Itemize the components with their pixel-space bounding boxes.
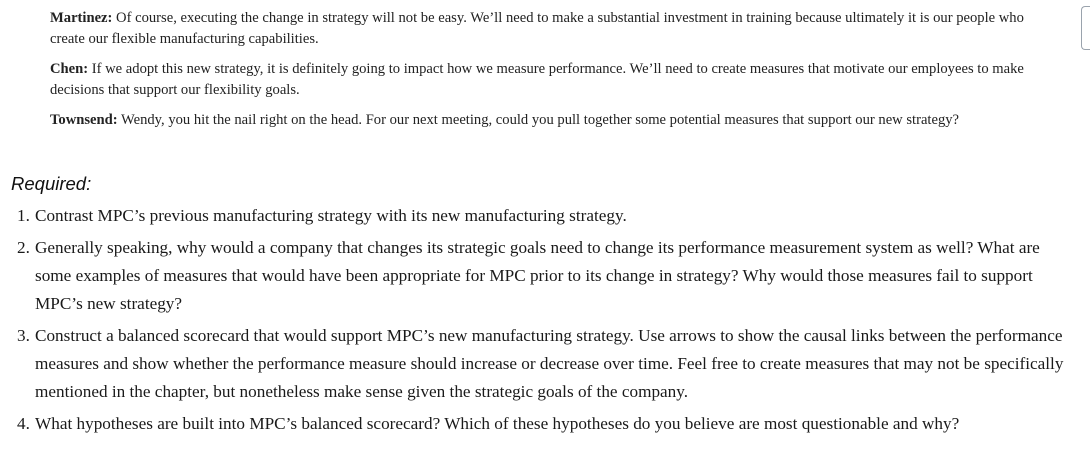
question-item — [17, 234, 1077, 318]
question-text: Construct a balanced scorecard that would support MPC’s new manufacturing strategy. Use arrows to show the causal links between the performance measures and show whether the performance measure should increase or decrease over time. Feel free to create measures that may not be specifically mentioned in the chapter, but nonetheless make sense given the strategic goals of the company. — [35, 326, 1064, 401]
question-list — [17, 202, 1077, 442]
question-text: Contrast MPC’s previous manufacturing strategy with its new manufacturing strategy. — [35, 206, 627, 225]
question-item — [17, 410, 1077, 438]
dialogue-text: Wendy, you hit the nail right on the head. For our next meeting, could you pull together some potential measures that support our new strategy? — [117, 112, 960, 128]
question-number: 1. — [17, 206, 30, 225]
question-item — [17, 202, 1077, 230]
question-text: Generally speaking, why would a company that changes its strategic goals need to change its performance measurement system as well? What are some examples of measures that would have been appropriate for MPC prior to its change in strategy? Why would those measures fail to support MPC’s new strategy? — [35, 238, 1040, 313]
dialogue-text: Of course, executing the change in strategy will not be easy. We’ll need to make a substantial investment in training because ultimately it is our people who create our flexible manufacturing capabilities. — [50, 10, 1024, 47]
question-number: 3. — [17, 326, 30, 345]
speaker-name: Chen: — [50, 61, 89, 77]
speaker-name: Townsend: — [50, 112, 118, 128]
dialogue-text: If we adopt this new strategy, it is definitely going to impact how we measure performance. We’ll need to create measures that motivate our employees to make decisions that support our flexibility goals. — [50, 61, 1024, 98]
required-heading: Required: — [11, 173, 92, 194]
dialogue-chen — [50, 59, 1050, 101]
question-item — [17, 322, 1077, 406]
question-number: 2. — [17, 238, 30, 257]
dialogue-townsend — [50, 110, 1050, 131]
question-number: 4. — [17, 414, 30, 433]
dialogue-martinez — [50, 8, 1050, 50]
speaker-name: Martinez: — [50, 10, 113, 26]
question-text: What hypotheses are built into MPC’s balanced scorecard? Which of these hypotheses do you believe are most questionable and why? — [35, 414, 960, 433]
panel-edge — [1081, 6, 1090, 50]
